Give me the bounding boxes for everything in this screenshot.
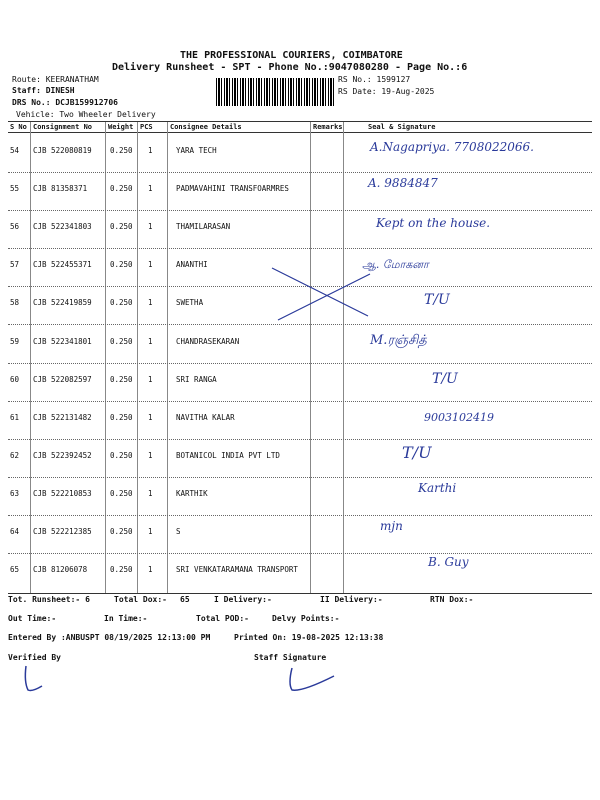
- table-row: [8, 477, 592, 515]
- table-row: [8, 325, 592, 363]
- row-sno: 55: [10, 184, 20, 194]
- row-consignment: CJB 522131482: [33, 412, 92, 422]
- row-signature: mjn: [380, 519, 403, 533]
- row-consignee: THAMILARASAN: [176, 222, 231, 232]
- col-sno: S No: [10, 123, 27, 131]
- row-sno: 64: [10, 527, 20, 536]
- row-pcs: 1: [148, 336, 153, 346]
- row-weight: 0.250: [110, 260, 133, 270]
- table-row: [8, 439, 592, 477]
- row-sno: 56: [10, 222, 20, 232]
- row-consignment: CJB 522392452: [33, 450, 92, 460]
- row-consignee: S: [176, 527, 181, 536]
- row-sno: 58: [10, 298, 20, 308]
- delvy-points: Delvy Points:-: [272, 614, 340, 623]
- table-row: [8, 363, 592, 401]
- row-consignee: ANANTHI: [176, 260, 208, 270]
- row-consignee: SRI VENKATARAMANA TRANSPORT: [176, 565, 298, 575]
- table-row: [8, 401, 592, 439]
- col-weight: Weight: [108, 123, 134, 131]
- row-weight: 0.250: [110, 450, 133, 460]
- table-row: [8, 210, 592, 248]
- row-consignee: BOTANICOL INDIA PVT LTD: [176, 450, 280, 460]
- row-sno: 59: [10, 336, 20, 346]
- total-pod: Total POD:-: [196, 614, 249, 623]
- row-signature: B. Guy: [428, 555, 469, 570]
- row-signature: A. 9884847: [368, 176, 438, 191]
- row-weight: 0.250: [110, 565, 133, 575]
- barcode: [216, 78, 334, 106]
- row-pcs: 1: [148, 412, 153, 422]
- row-consignment: CJB 522212385: [33, 527, 92, 536]
- row-pcs: 1: [148, 527, 153, 536]
- row-sno: 62: [10, 450, 20, 460]
- drs-number: DRS No.: DCJB159912706: [12, 98, 118, 107]
- staff: Staff: DINESH: [12, 86, 75, 95]
- col-seal-signature: Seal & Signature: [368, 123, 436, 131]
- row-consignment: CJB 522080819: [33, 146, 92, 155]
- row-weight: 0.250: [110, 374, 133, 384]
- row-sno: 60: [10, 374, 20, 384]
- row-signature: T/U: [424, 292, 450, 309]
- row-consignment: CJB 81358371: [33, 184, 88, 194]
- staff-signature: Staff Signature: [254, 653, 327, 662]
- row-weight: 0.250: [110, 184, 133, 194]
- row-sno: 63: [10, 488, 20, 498]
- i-delivery: I Delivery:-: [214, 595, 272, 604]
- row-signature: A.Nagapriya. 7708022066.: [370, 140, 534, 154]
- row-sno: 65: [10, 565, 20, 575]
- vehicle: Vehicle: Two Wheeler Delivery: [16, 110, 156, 119]
- table-row: [8, 172, 592, 210]
- route: Route: KEERANATHAM: [12, 75, 99, 84]
- row-signature: M.ரஞ்சித்: [370, 332, 427, 348]
- col-consignment: Consignment No: [33, 123, 93, 131]
- row-consignee: PADMAVAHINI TRANSFOARMRES: [176, 184, 289, 194]
- verified-by: Verified By: [8, 653, 61, 662]
- row-pcs: 1: [148, 222, 153, 232]
- printed-on: Printed On: 19-08-2025 12:13:38: [234, 633, 384, 642]
- rs-number: RS No.: 1599127: [338, 75, 411, 84]
- table-row: [8, 515, 592, 553]
- row-pcs: 1: [148, 184, 153, 194]
- rs-date: RS Date: 19-Aug-2025: [338, 87, 435, 96]
- row-sno: 54: [10, 146, 20, 155]
- table-row: [8, 134, 592, 172]
- col-pcs: PCS: [140, 123, 153, 131]
- row-pcs: 1: [148, 374, 153, 384]
- staff-signature-mark: [282, 664, 342, 696]
- row-consignment: CJB 522455371: [33, 260, 92, 270]
- row-consignee: SRI RANGA: [176, 374, 217, 384]
- row-signature: T/U: [402, 442, 432, 462]
- table-row: [8, 553, 592, 591]
- row-weight: 0.250: [110, 488, 133, 498]
- row-weight: 0.250: [110, 412, 133, 422]
- row-sno: 57: [10, 260, 20, 270]
- total-dox-value: 65: [180, 595, 190, 604]
- row-pcs: 1: [148, 298, 153, 308]
- row-consignment: CJB 522082597: [33, 374, 92, 384]
- col-remarks: Remarks: [313, 123, 343, 131]
- row-consignee: SWETHA: [176, 298, 204, 308]
- row-consignment: CJB 81206078: [33, 565, 88, 575]
- row-signature: ஆ. மோகனா: [362, 258, 429, 272]
- row-consignment: CJB 522419859: [33, 298, 92, 308]
- row-weight: 0.250: [110, 527, 133, 536]
- row-weight: 0.250: [110, 222, 133, 232]
- row-consignment: CJB 522341801: [33, 336, 92, 346]
- company-title: THE PROFESSIONAL COURIERS, COIMBATORE: [180, 50, 403, 61]
- row-weight: 0.250: [110, 298, 133, 308]
- row-pcs: 1: [148, 488, 153, 498]
- row-consignee: NAVITHA KALAR: [176, 412, 235, 422]
- row-pcs: 1: [148, 260, 153, 270]
- row-signature: T/U: [432, 370, 458, 387]
- row-signature: Kept on the house.: [376, 216, 491, 231]
- row-consignee: CHANDRASEKARAN: [176, 336, 240, 346]
- row-consignment: CJB 522210853: [33, 488, 92, 498]
- entered-by: Entered By :ANBUSPT 08/19/2025 12:13:00 PM: [8, 633, 211, 642]
- row-pcs: 1: [148, 146, 153, 155]
- row-consignee: YARA TECH: [176, 146, 217, 155]
- total-dox-label: Total Dox:-: [114, 595, 167, 604]
- row-consignment: CJB 522341803: [33, 222, 92, 232]
- cross-mark: [270, 262, 380, 322]
- row-consignee: KARTHIK: [176, 488, 208, 498]
- in-time: In Time:-: [104, 614, 148, 623]
- row-sno: 61: [10, 412, 20, 422]
- runsheet-subtitle: Delivery Runsheet - SPT - Phone No.:9047080280 - Page No.:6: [112, 62, 468, 73]
- out-time: Out Time:-: [8, 614, 57, 623]
- verified-signature-mark: [20, 664, 50, 696]
- row-weight: 0.250: [110, 336, 133, 346]
- row-signature: 9003102419: [424, 410, 494, 424]
- tot-runsheet: Tot. Runsheet:- 6: [8, 595, 90, 604]
- col-consignee: Consignee Details: [170, 123, 242, 131]
- rtn-dox: RTN Dox:-: [430, 595, 474, 604]
- row-pcs: 1: [148, 565, 153, 575]
- row-weight: 0.250: [110, 146, 133, 155]
- row-pcs: 1: [148, 450, 153, 460]
- ii-delivery: II Delivery:-: [320, 595, 383, 604]
- row-signature: Karthi: [418, 480, 457, 495]
